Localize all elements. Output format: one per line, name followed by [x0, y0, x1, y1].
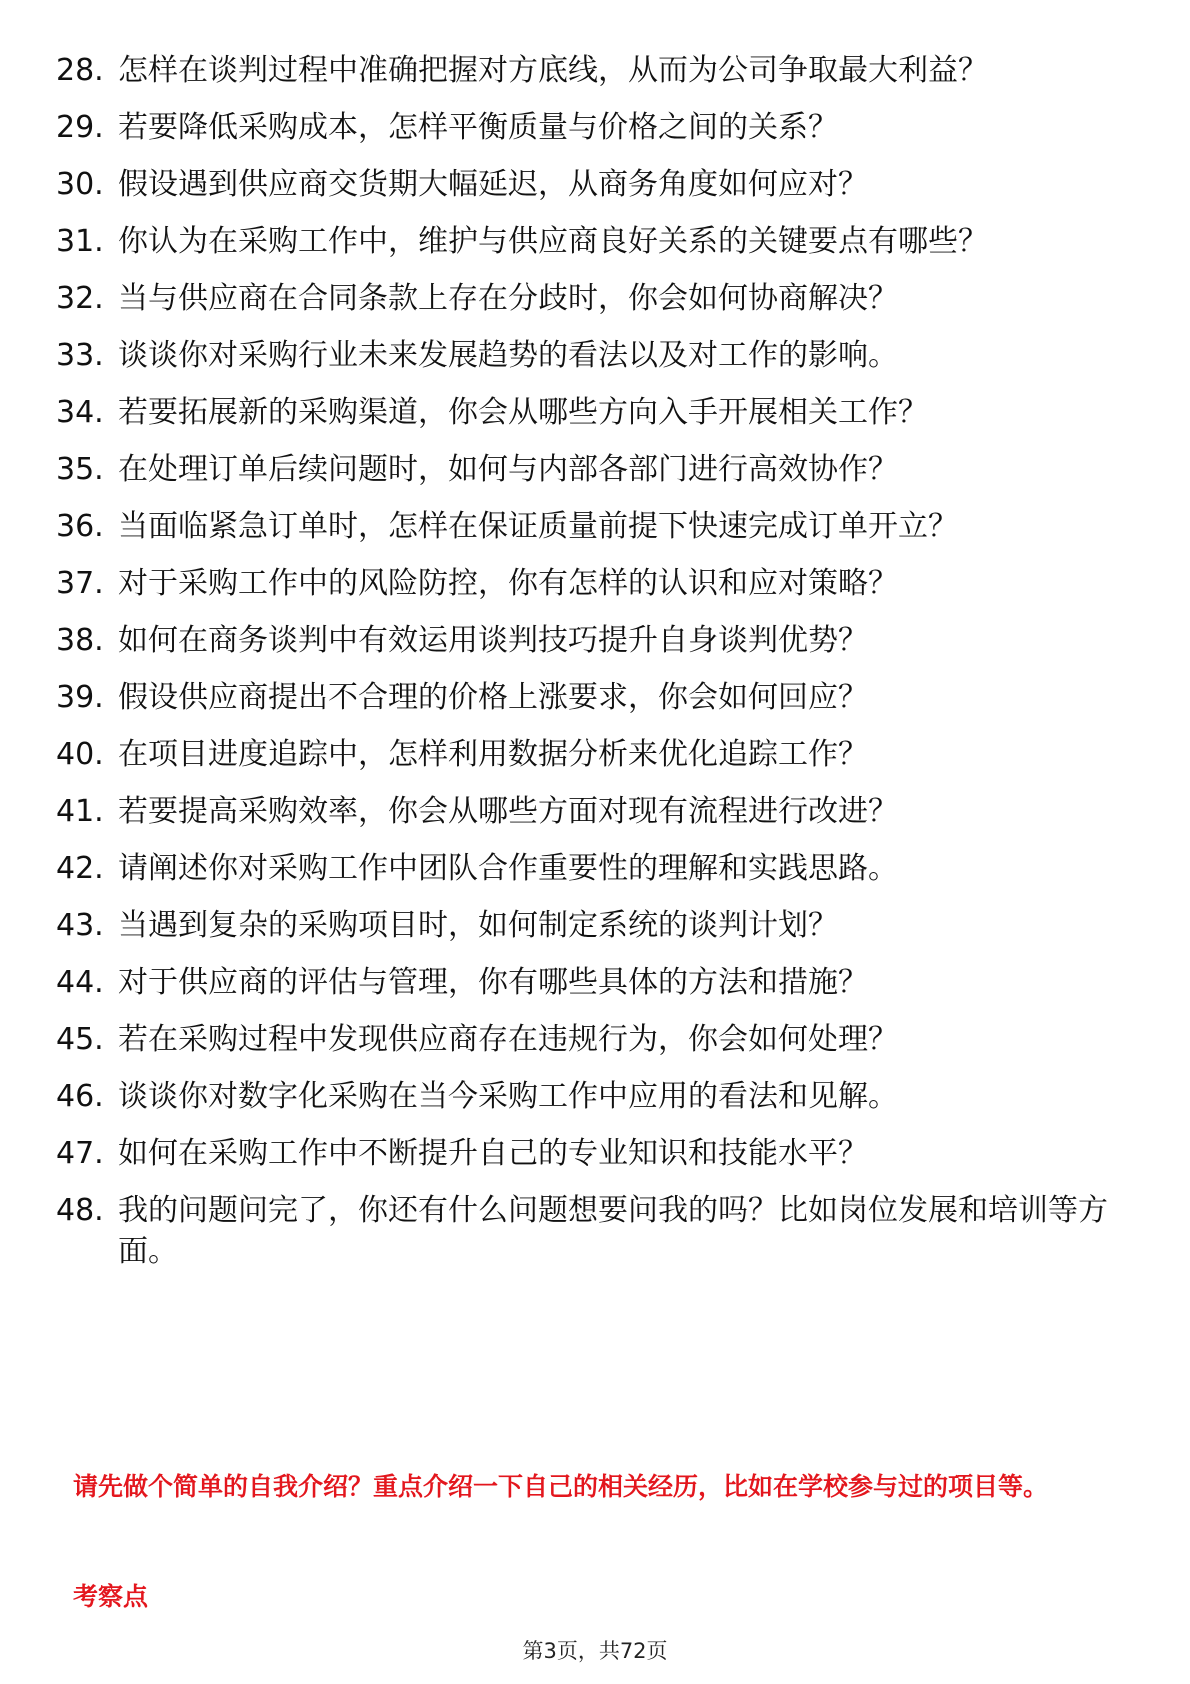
question-text: 怎样在谈判过程中准确把握对方底线，从而为公司争取最大利益？ — [118, 53, 988, 88]
question-text: 如何在商务谈判中有效运用谈判技巧提升自身谈判优势？ — [118, 623, 868, 658]
question-number: 33. — [56, 338, 104, 373]
question-text: 你认为在采购工作中，维护与供应商良好关系的关键要点有哪些？ — [118, 224, 988, 259]
question-list — [56, 50, 1116, 1288]
question-item-39 — [56, 677, 1116, 718]
question-text: 若要降低采购成本，怎样平衡质量与价格之间的关系？ — [118, 110, 838, 145]
question-item-37 — [56, 563, 1116, 604]
question-text: 请阐述你对采购工作中团队合作重要性的理解和实践思路。 — [118, 851, 898, 886]
question-item-45 — [56, 1019, 1116, 1060]
question-item-34 — [56, 392, 1116, 433]
question-number: 44. — [56, 965, 104, 1000]
question-text: 我的问题问完了，你还有什么问题想要问我的吗？比如岗位发展和培训等方面。 — [118, 1193, 1108, 1269]
question-item-41 — [56, 791, 1116, 832]
question-item-44 — [56, 962, 1116, 1003]
question-text: 在项目进度追踪中，怎样利用数据分析来优化追踪工作？ — [118, 737, 868, 772]
question-number: 42. — [56, 851, 104, 886]
question-number: 43. — [56, 908, 104, 943]
question-text: 对于采购工作中的风险防控，你有怎样的认识和应对策略？ — [118, 566, 898, 601]
question-number: 38. — [56, 623, 104, 658]
question-item-29 — [56, 107, 1116, 148]
question-item-35 — [56, 449, 1116, 490]
question-item-33 — [56, 335, 1116, 376]
question-number: 37. — [56, 566, 104, 601]
question-item-43 — [56, 905, 1116, 946]
question-number: 40. — [56, 737, 104, 772]
question-number: 29. — [56, 110, 104, 145]
question-item-47 — [56, 1133, 1116, 1174]
question-number: 35. — [56, 452, 104, 487]
question-text: 若要拓展新的采购渠道，你会从哪些方向入手开展相关工作？ — [118, 395, 928, 430]
question-number: 34. — [56, 395, 104, 430]
question-item-31 — [56, 221, 1116, 262]
question-text: 若要提高采购效率，你会从哪些方面对现有流程进行改进？ — [118, 794, 898, 829]
question-number: 45. — [56, 1022, 104, 1057]
question-text: 对于供应商的评估与管理，你有哪些具体的方法和措施？ — [118, 965, 868, 1000]
question-number: 41. — [56, 794, 104, 829]
question-text: 当与供应商在合同条款上存在分歧时，你会如何协商解决？ — [118, 281, 898, 316]
question-text: 若在采购过程中发现供应商存在违规行为，你会如何处理？ — [118, 1022, 898, 1057]
question-item-40 — [56, 734, 1116, 775]
question-number: 36. — [56, 509, 104, 544]
question-text: 当遇到复杂的采购项目时，如何制定系统的谈判计划？ — [118, 908, 838, 943]
highlight-question: 请先做个简单的自我介绍？重点介绍一下自己的相关经历，比如在学校参与过的项目等。 — [73, 1472, 1049, 1501]
page-number-footer: 第3页，共72页 — [522, 1639, 668, 1663]
question-number: 48. — [56, 1193, 104, 1228]
question-number: 39. — [56, 680, 104, 715]
question-text: 谈谈你对数字化采购在当今采购工作中应用的看法和见解。 — [118, 1079, 898, 1114]
question-number: 32. — [56, 281, 104, 316]
question-item-36 — [56, 506, 1116, 547]
question-text: 谈谈你对采购行业未来发展趋势的看法以及对工作的影响。 — [118, 338, 898, 373]
question-item-48 — [56, 1190, 1116, 1272]
question-number: 28. — [56, 53, 104, 88]
question-text: 在处理订单后续问题时，如何与内部各部门进行高效协作？ — [118, 452, 898, 487]
question-number: 30. — [56, 167, 104, 202]
question-item-42 — [56, 848, 1116, 889]
question-item-32 — [56, 278, 1116, 319]
question-item-30 — [56, 164, 1116, 205]
question-item-46 — [56, 1076, 1116, 1117]
question-text: 假设供应商提出不合理的价格上涨要求，你会如何回应？ — [118, 680, 868, 715]
question-text: 当面临紧急订单时，怎样在保证质量前提下快速完成订单开立？ — [118, 509, 958, 544]
question-number: 31. — [56, 224, 104, 259]
question-item-38 — [56, 620, 1116, 661]
question-number: 47. — [56, 1136, 104, 1171]
question-item-28 — [56, 50, 1116, 91]
section-label: 考察点 — [73, 1582, 149, 1611]
question-text: 如何在采购工作中不断提升自己的专业知识和技能水平？ — [118, 1136, 868, 1171]
question-text: 假设遇到供应商交货期大幅延迟，从商务角度如何应对？ — [118, 167, 868, 202]
question-number: 46. — [56, 1079, 104, 1114]
